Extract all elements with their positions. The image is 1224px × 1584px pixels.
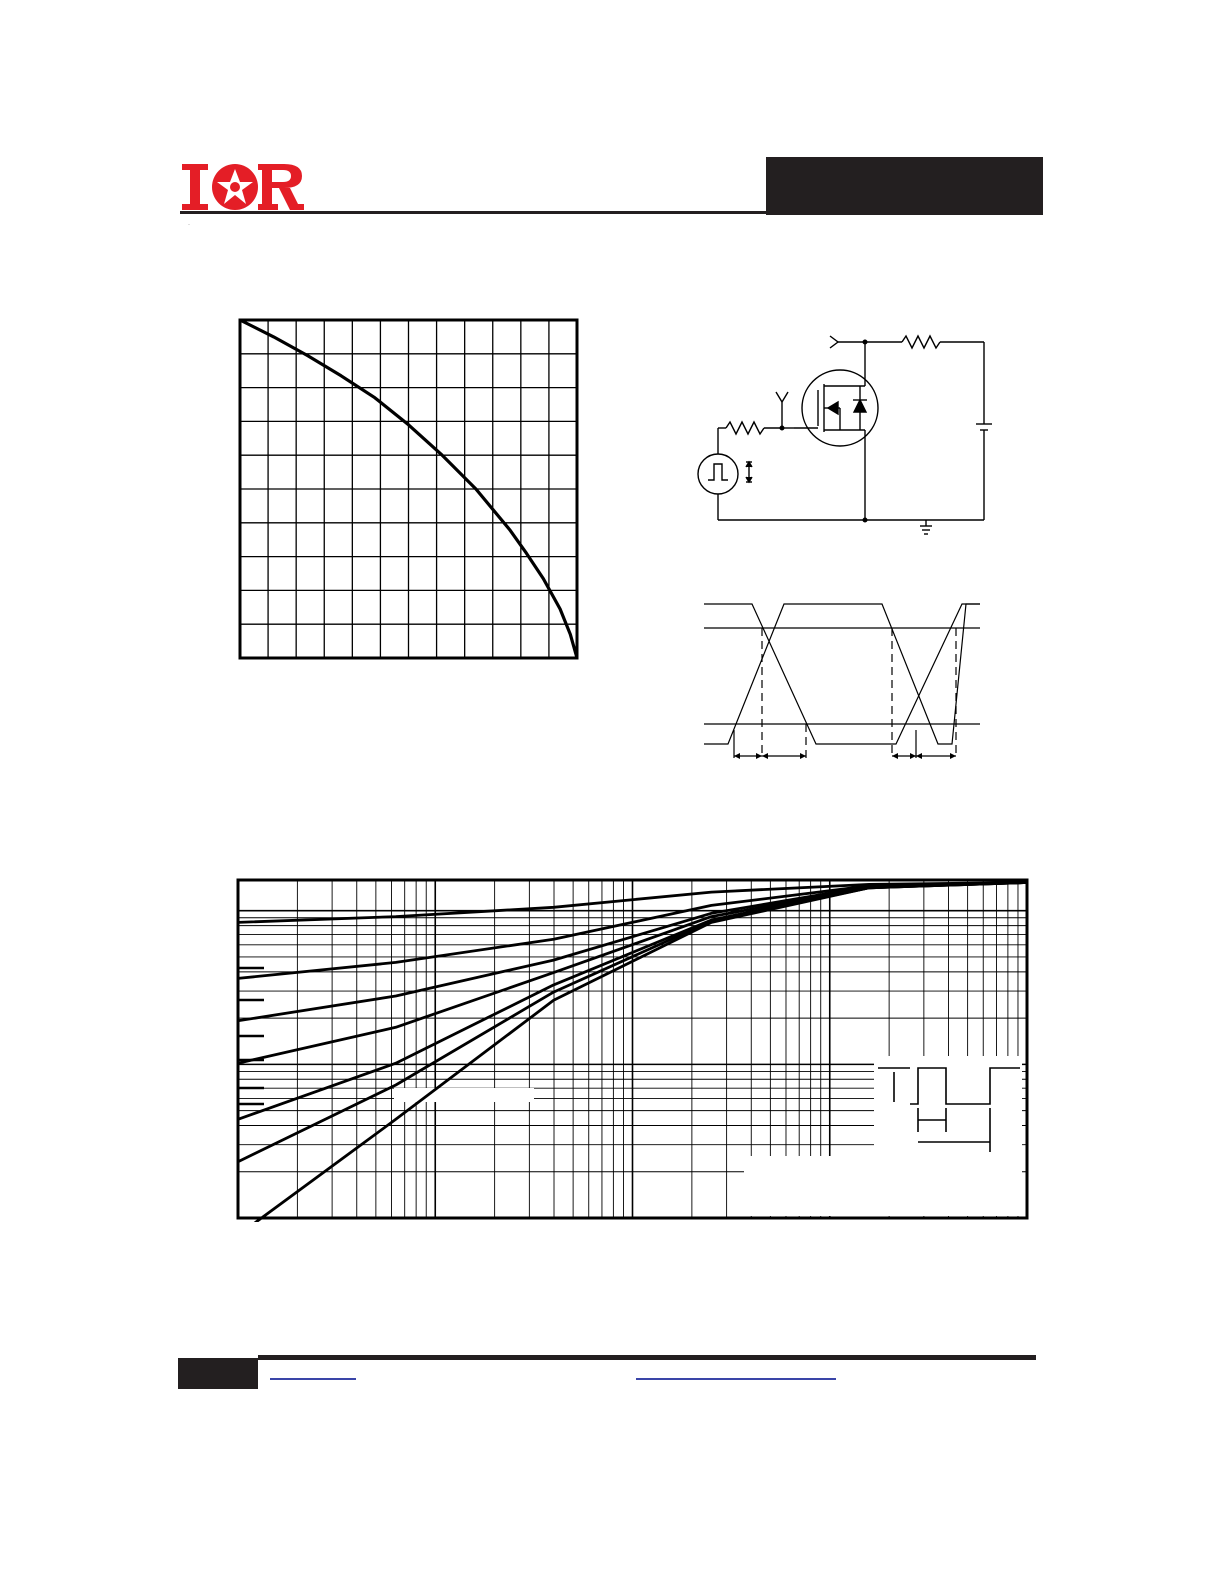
footer-rule	[258, 1355, 1036, 1360]
vds-waveform	[704, 604, 980, 744]
annotation-mask	[874, 1056, 1022, 1156]
annotation-mask	[394, 1088, 534, 1102]
transient-thermal-impedance-chart	[234, 876, 1032, 1222]
header-rule	[180, 211, 768, 214]
footer-page-number-block	[178, 1358, 258, 1389]
gate-resistor	[726, 422, 764, 434]
header-part-number-bar	[766, 157, 1043, 215]
pulse-generator	[698, 454, 738, 494]
switching-test-circuit	[690, 328, 1002, 544]
annotation-mask	[744, 1156, 1022, 1216]
vgs-waveform	[704, 604, 980, 744]
footer-link-feedback[interactable]	[636, 1378, 836, 1380]
drain-terminal-arrow	[830, 336, 838, 348]
company-logo	[180, 160, 308, 214]
switching-time-waveforms	[700, 600, 984, 764]
drain-current-derating-chart	[234, 314, 584, 666]
footer-link-website[interactable]	[270, 1378, 356, 1380]
body-diode	[854, 400, 866, 412]
gate-test-point	[776, 392, 788, 402]
load-resistor	[902, 336, 940, 348]
header-mark: ·	[188, 222, 190, 228]
